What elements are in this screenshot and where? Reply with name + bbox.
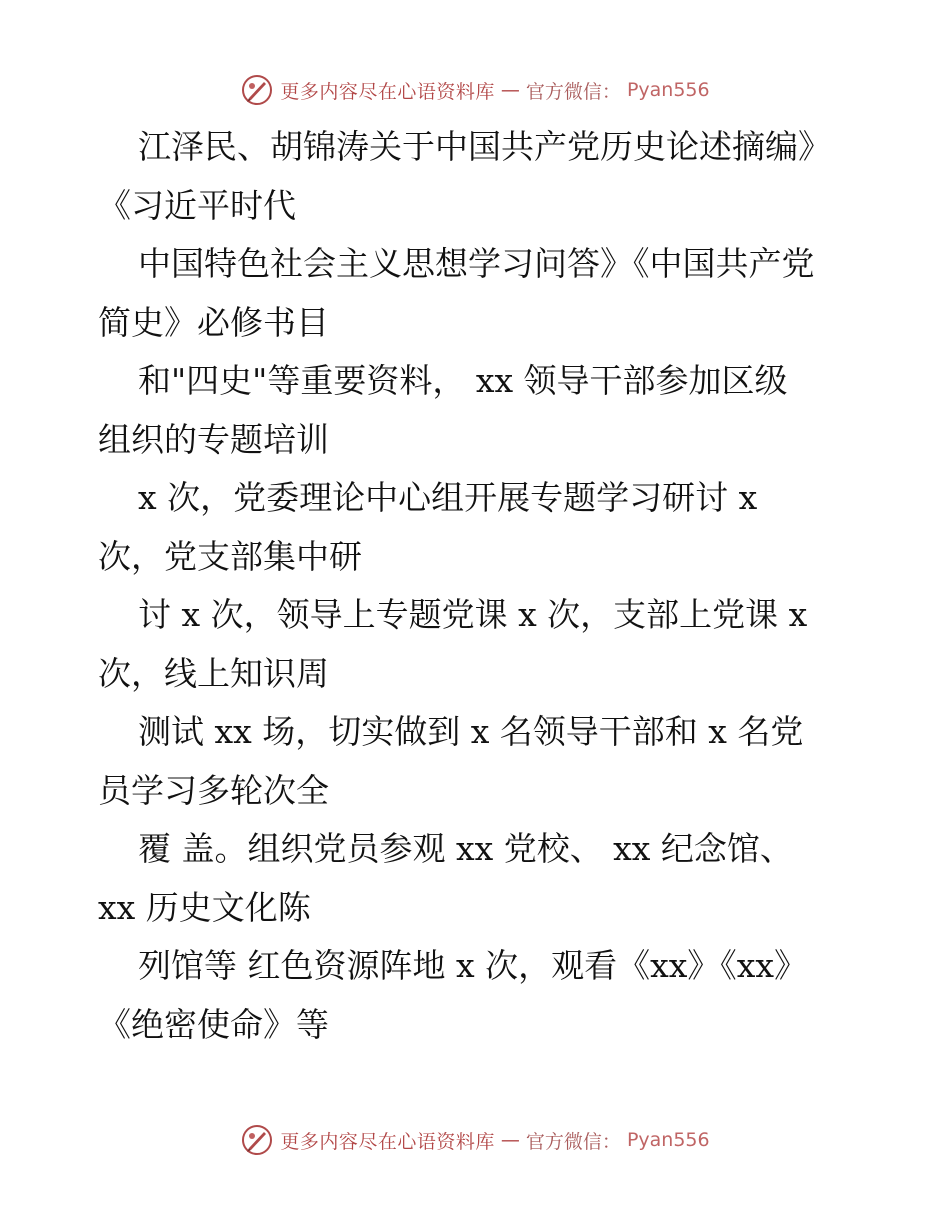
text-line: 列馆等 红色资源阵地 x 次，观看《xx》《xx》 <box>138 946 808 985</box>
text-line: 简史》必修书目 <box>98 302 329 342</box>
watermark-separator: — <box>500 1129 520 1151</box>
text-line: 测试 xx 场，切实做到 x 名领导干部和 x 名党 <box>138 712 804 751</box>
text-line: 员学习多轮次全 <box>98 770 329 810</box>
watermark-main-text: 更多内容尽在心语资料库 <box>280 1130 495 1153</box>
text-line: 组织的专题培训 <box>98 419 329 459</box>
text-line: 次，党支部集中研 <box>98 536 362 576</box>
text-line: 讨 x 次，领导上专题党课 x 次，支部上党课 x <box>138 595 808 634</box>
text-line: 次，线上知识周 <box>98 653 329 693</box>
text-line: 《习近平时代 <box>98 185 296 225</box>
watermark-wechat-id: Pyan556 <box>626 79 710 101</box>
watermark-wechat-label: 官方微信： <box>525 80 621 103</box>
watermark-separator: — <box>500 79 520 101</box>
text-line: 《绝密使命》等 <box>98 1004 329 1044</box>
text-line: 江泽民、胡锦涛关于中国共产党历史论述摘编》 <box>138 127 831 166</box>
text-line: x 次，党委理论中心组开展专题学习研讨 x <box>138 478 758 517</box>
text-line: 和"四史"等重要资料， xx 领导干部参加区级 <box>138 361 788 400</box>
watermark-wechat-id: Pyan556 <box>626 1129 710 1151</box>
quill-pen-icon <box>240 1123 274 1157</box>
text-line: xx 历史文化陈 <box>98 887 311 927</box>
watermark-main-text: 更多内容尽在心语资料库 <box>280 80 495 103</box>
text-line: 覆 盖。组织党员参观 xx 党校、 xx 纪念馆、 <box>138 829 793 868</box>
header-watermark <box>0 70 950 110</box>
text-line: 中国特色社会主义思想学习问答》《中国共产党 <box>138 244 815 283</box>
watermark-wechat-label: 官方微信： <box>525 1130 621 1153</box>
quill-pen-icon <box>240 73 274 107</box>
document-body <box>98 118 858 1054</box>
footer-watermark <box>0 1120 950 1160</box>
